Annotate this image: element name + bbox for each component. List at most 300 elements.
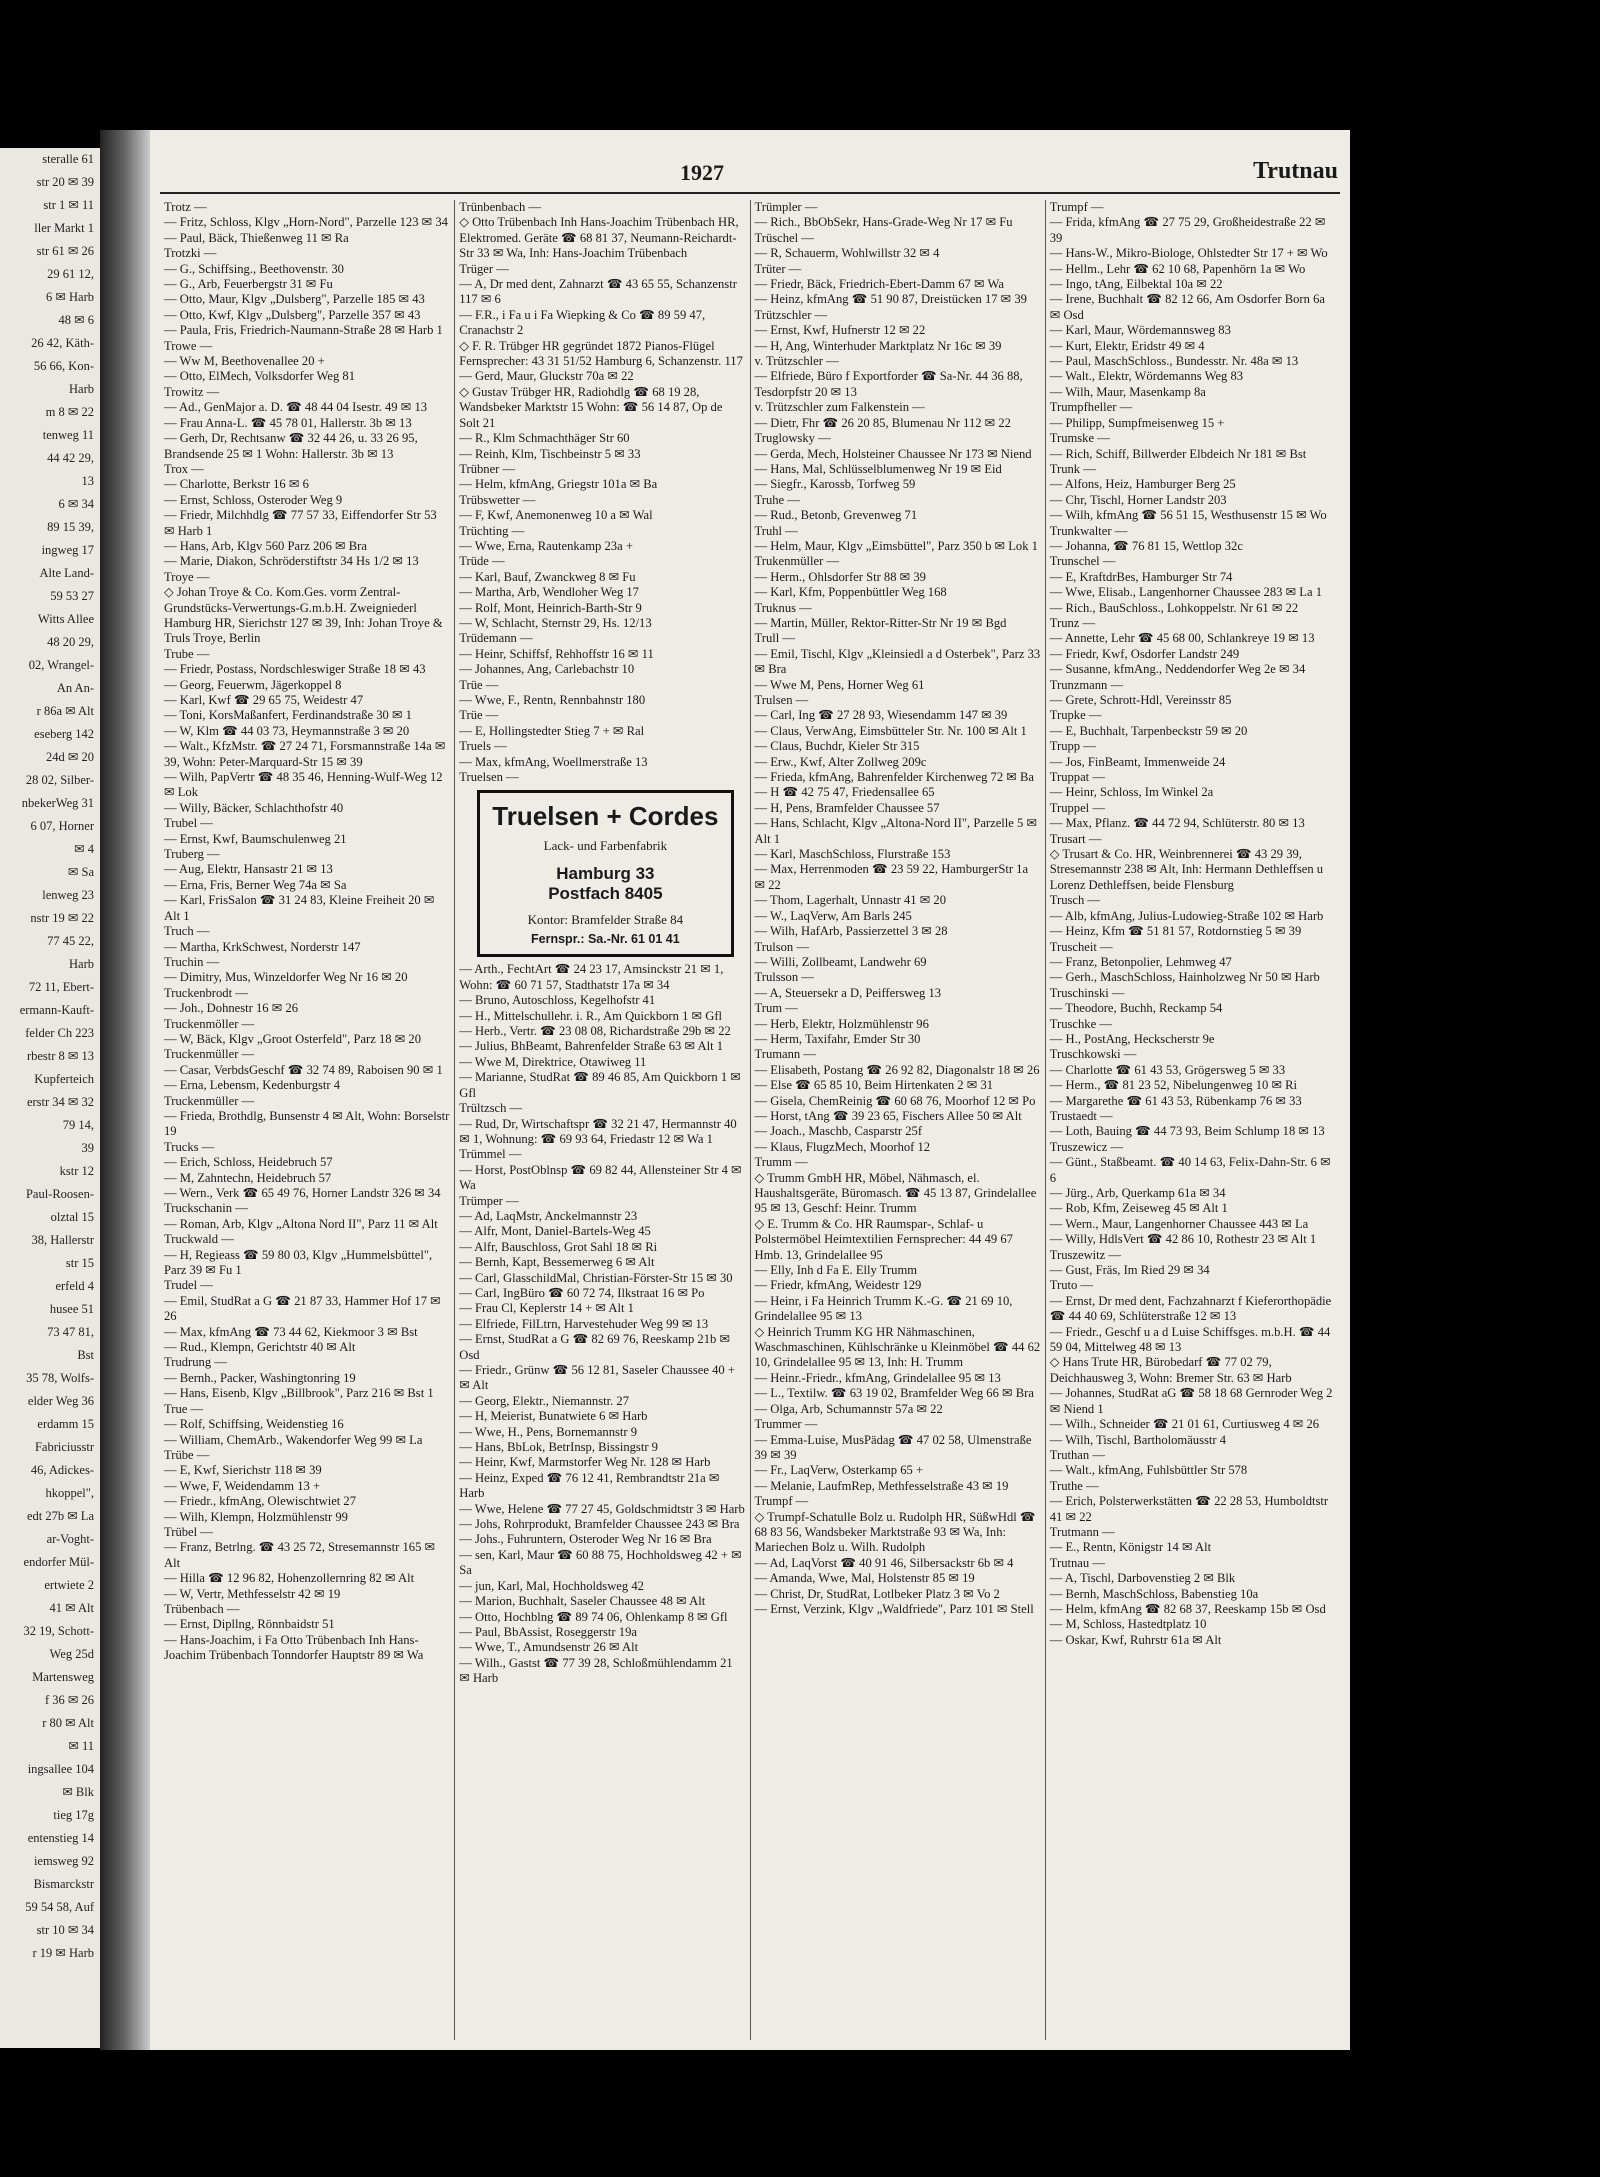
directory-entry: — Paul, MaschSchloss., Bundesstr. Nr. 48a ✉ 13: [1049, 354, 1299, 369]
ad-city: Hamburg 33: [556, 864, 655, 884]
directory-entry: — Bernh, Kapt, Bessemerweg 6 ✉ Alt: [459, 1255, 655, 1270]
directory-entry: — Rud., Klempn, Gerichtstr 40 ✉ Alt: [164, 1340, 356, 1355]
directory-entry: — Heinr, Kwf, Marmstorfer Weg Nr. 128 ✉ Harb: [459, 1455, 711, 1470]
directory-entry: Trudel —: [164, 1278, 213, 1293]
directory-entry: Trum —: [754, 1001, 798, 1016]
directory-entry: Truschke —: [1049, 1016, 1112, 1031]
directory-entry: — Karl, MaschSchloss, Flurstraße 153: [754, 847, 951, 862]
directory-entry: — William, ChemArb., Wakendorfer Weg 99 ✉ La: [164, 1432, 423, 1447]
directory-entry: — Günt., Staßbeamt. ☎ 40 14 63, Felix-Dahn-Str. 6 ✉ 6: [1049, 1155, 1331, 1185]
directory-entry: — Paula, Fris, Friedrich-Naumann-Straße 28 ✉ Harb 1: [164, 323, 443, 338]
directory-entry: — Bernh, MaschSchloss, Babenstieg 10a: [1049, 1586, 1259, 1601]
fragment-line: str 10 ✉ 34: [36, 1923, 94, 1937]
directory-entry: — Karl, Bauf, Zwanckweg 8 ✉ Fu: [459, 569, 636, 584]
directory-entry: — Helm, Maur, Klgv „Eimsbüttel", Parz 350 b ✉ Lok 1: [754, 538, 1038, 553]
directory-entry: — Karl, Kwf ☎ 29 65 75, Weidestr 47: [164, 693, 364, 707]
directory-entry: ◇ Trusart & Co. HR, Weinbrennerei ☎ 43 29 39, Stresemannstr 238 ✉ Alt, Inh: Hermann Dethleffsen u Lorenz Dethleffsen, beide Flensburg: [1049, 847, 1324, 892]
directory-entry: Trümper —: [459, 1193, 519, 1208]
directory-entry: ◇ F. R. Trübger HR gegründet 1872 Pianos-Flügel Fernsprecher: 43 31 51/52 Hamburg 6, Schanzenstr. 117: [459, 338, 743, 369]
directory-entry: — Hans, Arb, Klgv 560 Parz 206 ✉ Bra: [164, 538, 367, 553]
directory-entry: Truhe —: [754, 492, 800, 507]
directory-entry: — Bernh., Packer, Washingtonring 19: [164, 1370, 356, 1385]
directory-entry: — H., Mittelschullehr. i. R., Am Quickborn 1 ✉ Gfl: [459, 1008, 723, 1023]
directory-entry: Trulson —: [754, 939, 809, 954]
directory-entry: — Johs, Rohrprodukt, Bramfelder Chaussee 243 ✉ Bra: [459, 1517, 740, 1532]
directory-entry: Trupp —: [1049, 739, 1096, 754]
directory-entry: Trüger —: [459, 261, 509, 276]
directory-entry: — Alfons, Heiz, Hamburger Berg 25: [1049, 477, 1236, 492]
directory-entry: Truthe —: [1049, 1478, 1099, 1493]
directory-entry: — H, Pens, Bramfelder Chaussee 57: [754, 800, 940, 815]
directory-entry: Trulsson —: [754, 970, 814, 985]
fragment-line: 24d ✉ 20: [46, 750, 94, 764]
directory-entry: — Elfriede, Büro f Exportforder ☎ Sa-Nr. 44 36 88, Tesdorpfstr 20 ✉ 13: [754, 369, 1023, 399]
directory-entry: — Heinz, kfmAng ☎ 51 90 87, Dreistücken 17 ✉ 39: [754, 292, 1027, 307]
directory-entry: — Frau Cl, Keplerstr 14 + ✉ Alt 1: [459, 1301, 634, 1316]
directory-entry: Trucks —: [164, 1139, 215, 1154]
column-4: [1046, 200, 1340, 2040]
directory-entry: Truszewicz —: [1049, 1139, 1124, 1154]
directory-entry: — R., Klm Schmachthäger Str 60: [459, 431, 630, 446]
directory-entry: — Gerh, Dr, Rechtsanw ☎ 32 44 26, u. 33 26 95, Brandsende 25 ✉ 1 Wohn: Hallerstr. 3b ✉ 13: [164, 431, 418, 461]
directory-entry: — Hans-W., Mikro-Biologe, Ohlstedter Str 17 + ✉ Wo: [1049, 246, 1328, 261]
directory-entry: — Erna, Fris, Berner Weg 74a ✉ Sa: [164, 877, 347, 892]
fragment-line: Bismarckstr: [33, 1877, 94, 1891]
directory-entry: Truhl —: [754, 523, 798, 538]
directory-entry: — Horst, tAng ☎ 39 23 65, Fischers Allee 50 ✉ Alt: [754, 1108, 1022, 1123]
directory-entry: Trotz —: [164, 200, 207, 214]
columns: [160, 200, 1340, 2040]
directory-entry: Trummer —: [754, 1417, 818, 1432]
fragment-line: tieg 17g: [53, 1808, 94, 1822]
directory-entry: — A, Dr med dent, Zahnarzt ☎ 43 65 55, Schanzenstr 117 ✉ 6: [459, 277, 737, 307]
directory-entry: — Ernst, Dr med dent, Fachzahnarzt f Kieferorthopädie ☎ 44 40 69, Schlüterstraße 12 ✉ 13: [1049, 1293, 1332, 1324]
column-3: [751, 200, 1046, 2040]
directory-entry: ◇ Heinrich Trumm KG HR Nähmaschinen, Waschmaschinen, Kühlschränke u Kleinmöbel ☎ 44 62 10, Grindelallee 95 ✉ 13, Inh: H. Trumm: [754, 1324, 1041, 1370]
directory-entry: — Willy, Bäcker, Schlachthofstr 40: [164, 800, 344, 815]
directory-entry: — Willy, HdlsVert ☎ 42 86 10, Rothestr 23 ✉ Alt 1: [1049, 1232, 1317, 1247]
directory-entry: — Olga, Arb, Schumannstr 57a ✉ 22: [754, 1401, 943, 1416]
directory-entry: — Friedr., Geschf u a d Luise Schiffsges. m.b.H. ☎ 44 59 04, Mittelweg 48 ✉ 13: [1049, 1324, 1331, 1355]
directory-entry: — jun, Karl, Mal, Hochholdsweg 42: [459, 1578, 644, 1593]
directory-entry: — Elisabeth, Postang ☎ 26 92 82, Diagonalstr 18 ✉ 26: [754, 1062, 1040, 1077]
directory-entry: Truckenmöller —: [164, 1016, 255, 1031]
fragment-line: endorfer Mül-: [23, 1555, 94, 1569]
directory-entry: — Jos, FinBeamt, Immenweide 24: [1049, 754, 1226, 769]
fragment-line: 35 78, Wolfs-: [26, 1371, 94, 1385]
directory-entry: True —: [164, 1401, 204, 1416]
directory-entry: — Rolf, Schiffsing, Weidenstieg 16: [164, 1417, 344, 1432]
directory-entry: — G., Schiffsing., Beethovenstr. 30: [164, 261, 344, 276]
directory-entry: — Wilh., Schneider ☎ 21 01 61, Curtiusweg 4 ✉ 26: [1049, 1417, 1320, 1432]
fragment-line: nbekerWeg 31: [21, 796, 94, 810]
directory-entry: Trübel —: [164, 1524, 213, 1539]
directory-entry: — Wwe M, Direktrice, Otawiweg 11: [459, 1054, 647, 1069]
directory-entry: — Else ☎ 65 85 10, Beim Hirtenkaten 2 ✉ 31: [754, 1078, 994, 1093]
directory-entry: — Herm., Ohlsdorfer Str 88 ✉ 39: [754, 569, 926, 584]
directory-entry: — Arth., FechtArt ☎ 24 23 17, Amsinckstr 21 ✉ 1, Wohn: ☎ 60 71 57, Stadthatstr 17a ✉ 34: [459, 962, 724, 992]
directory-entry: — Joh., Dohnestr 16 ✉ 26: [164, 1001, 299, 1016]
directory-entry: — Friedr, kfmAng, Weidestr 129: [754, 1278, 922, 1293]
directory-entry: — Charlotte, Berkstr 16 ✉ 6: [164, 477, 309, 492]
directory-entry: Trunschel —: [1049, 554, 1116, 569]
fragment-line: erstr 34 ✉ 32: [26, 1095, 94, 1109]
ad-office: Kontor: Bramfelder Straße 84: [527, 912, 684, 928]
directory-entry: — Wern., Verk ☎ 65 49 76, Horner Landstr 326 ✉ 34: [164, 1186, 441, 1200]
directory-entry: — Max, Pflanz. ☎ 44 72 94, Schlüterstr. 80 ✉ 13: [1049, 816, 1305, 831]
fragment-line: Bst: [77, 1348, 94, 1362]
fragment-line: entenstieg 14: [27, 1831, 94, 1845]
directory-entry: — L., Textilw. ☎ 63 19 02, Bramfelder Weg 66 ✉ Bra: [754, 1386, 1034, 1401]
directory-entry: Trümmel —: [459, 1147, 522, 1162]
directory-entry: — Wilh, Maur, Masenkamp 8a: [1049, 384, 1206, 399]
directory-entry: — Erna, Lebensm, Kedenburgstr 4: [164, 1078, 341, 1093]
directory-entry: — Franz, Betrlng. ☎ 43 25 72, Stresemannstr 165 ✉ Alt: [164, 1540, 436, 1570]
directory-entry: — Erw., Kwf, Alter Zollweg 209c: [754, 754, 927, 769]
directory-entry: — Dietr, Fhr ☎ 26 20 85, Blumenau Nr 112 ✉ 22: [754, 415, 1011, 430]
directory-entry: — Rolf, Mont, Heinrich-Barth-Str 9: [459, 600, 642, 615]
directory-entry: — M, Zahntechn, Heidebruch 57: [164, 1170, 332, 1185]
directory-entry: — Wilh, kfmAng ☎ 56 51 15, Westhusenstr 15 ✉ Wo: [1049, 508, 1327, 523]
fragment-line: 6 07, Horner: [30, 819, 94, 833]
directory-entry: — Johanna, ☎ 76 81 15, Wettlop 32c: [1049, 538, 1243, 553]
directory-entry: — Friedr, Kwf, Osdorfer Landstr 249: [1049, 646, 1240, 661]
directory-entry: Truppat —: [1049, 770, 1105, 785]
directory-entry: — Marianne, StudRat ☎ 89 46 85, Am Quickborn 1 ✉ Gfl: [459, 1070, 741, 1100]
directory-entry: — W, Schlacht, Sternstr 29, Hs. 12/13: [459, 615, 652, 630]
directory-entry: — Johannes, StudRat aG ☎ 58 18 68 Gernroder Weg 2 ✉ Niend 1: [1049, 1386, 1333, 1416]
directory-entry: Truckenmüller —: [164, 1093, 255, 1108]
directory-entry: Trowe —: [164, 338, 213, 353]
directory-entry: — Loth, Bauing ☎ 44 73 93, Beim Schlump 18 ✉ 13: [1049, 1124, 1325, 1139]
directory-entry: — Amanda, Wwe, Mal, Holstenstr 85 ✉ 19: [754, 1571, 975, 1586]
directory-entry: — Carl, GlasschildMal, Christian-Förster-Str 15 ✉ 30: [459, 1270, 733, 1285]
fragment-line: 56 66, Kon-: [33, 359, 94, 373]
directory-entry: — Marie, Diakon, Schröderstiftstr 34 Hs 1/2 ✉ 13: [164, 554, 419, 569]
fragment-line: ✉ Blk: [62, 1785, 94, 1799]
directory-entry: Truchin —: [164, 954, 220, 969]
fragment-line: hkoppel",: [45, 1486, 94, 1500]
directory-entry: — Otto, ElMech, Volksdorfer Weg 81: [164, 369, 356, 384]
directory-entry: — Friedr., Grünw ☎ 56 12 81, Saseler Chaussee 40 + ✉ Alt: [459, 1363, 735, 1393]
fragment-line: Martensweg: [32, 1670, 94, 1684]
directory-entry: Truckenmüller —: [164, 1047, 255, 1062]
directory-entry: Truckschanin —: [164, 1201, 248, 1216]
directory-entry: — Rich., BauSchloss., Lohkoppelstr. Nr 61 ✉ 22: [1049, 600, 1299, 615]
directory-entry: Trümpler —: [754, 200, 818, 214]
fragment-line: felder Ch 223: [25, 1026, 94, 1040]
directory-entry: — Gerd, Maur, Gluckstr 70a ✉ 22: [459, 369, 634, 384]
directory-entry: — Hans, Mal, Schlüsselblumenweg Nr 19 ✉ Eid: [754, 461, 1002, 476]
directory-entry: — Hans, BbLok, BetrInsp, Bissingstr 9: [459, 1440, 658, 1455]
directory-entry: Trumske —: [1049, 431, 1110, 446]
directory-entry: — Ad., GenMajor a. D. ☎ 48 44 04 Isestr. 49 ✉ 13: [164, 400, 428, 415]
directory-entry: Trube —: [164, 646, 210, 661]
directory-entry: — F, Kwf, Anemonenweg 10 a ✉ Wal: [459, 508, 653, 523]
directory-entry: Truels —: [459, 739, 507, 754]
directory-entry: — H, Regieass ☎ 59 80 03, Klgv „Hummelsbüttel", Parz 39 ✉ Fu 1: [164, 1247, 433, 1278]
fragment-line: 32 19, Schott-: [23, 1624, 94, 1638]
fragment-line: nstr 19 ✉ 22: [30, 911, 94, 925]
directory-entry: v. Trützschler —: [754, 354, 839, 369]
directory-entry: Truelsen —: [459, 770, 519, 785]
fragment-line: ✉ 4: [74, 842, 94, 856]
directory-entry: Truch —: [164, 924, 210, 939]
ad-title: Truelsen + Cordes: [492, 801, 719, 832]
fragment-line: edt 27b ✉ La: [26, 1509, 94, 1523]
fragment-line: 26 42, Käth-: [31, 336, 94, 350]
directory-entry: — Horst, PostOblnsp ☎ 69 82 44, Allensteiner Str 4 ✉ Wa: [459, 1162, 742, 1193]
directory-entry: — Wern., Maur, Langenhorner Chaussee 443 ✉ La: [1049, 1216, 1309, 1231]
directory-entry: Trübenbach —: [164, 1601, 240, 1616]
directory-entry: — Johs., Fuhruntern, Osteroder Weg Nr 16 ✉ Bra: [459, 1532, 712, 1547]
directory-entry: Trupke —: [1049, 708, 1102, 723]
directory-entry: — Bruno, Autoschloss, Kegelhofstr 41: [459, 993, 656, 1008]
directory-entry: Trübe —: [164, 1447, 210, 1462]
directory-entry: — Carl, IngBüro ☎ 60 72 74, Ilkstraat 16 ✉ Po: [459, 1285, 705, 1300]
directory-entry: — Claus, VerwAng, Eimsbütteler Str. Nr. 100 ✉ Alt 1: [754, 723, 1027, 738]
directory-entry: — Max, kfmAng ☎ 73 44 62, Kiekmoor 3 ✉ Bst: [164, 1324, 418, 1339]
directory-entry: — Ad, LaqMstr, Anckelmannstr 23: [459, 1208, 638, 1223]
directory-entry: — Martha, KrkSchwest, Norderstr 147: [164, 939, 361, 954]
directory-entry: — Friedr, Postass, Nordschleswiger Straße 18 ✉ 43: [164, 662, 426, 677]
directory-entry: — Gerh., MaschSchloss, Hainholzweg Nr 50 ✉ Harb: [1049, 970, 1320, 985]
directory-entry: Trützschler —: [754, 307, 828, 322]
page-header: [150, 130, 1350, 190]
header-rule: [160, 192, 1340, 194]
directory-entry: — Heinr, Schloss, Im Winkel 2a: [1049, 785, 1214, 800]
directory-entry: Trull —: [754, 631, 795, 646]
directory-entry: Trüe —: [459, 677, 499, 692]
directory-entry: — F.R., i Fa u i Fa Wiepking & Co ☎ 89 59 47, Cranachstr 2: [459, 307, 706, 338]
fragment-line: 79 14,: [62, 1118, 94, 1132]
directory-entry: — Claus, Buchdr, Kieler Str 315: [754, 739, 920, 754]
directory-entry: — Helm, kfmAng ☎ 82 68 37, Reeskamp 15b ✉ Osd: [1049, 1601, 1326, 1616]
fragment-line: 38, Hallerstr: [31, 1233, 94, 1247]
directory-entry: — Siegfr., Karossb, Torfweg 59: [754, 477, 916, 492]
directory-entry: — Georg, Elektr., Niemannstr. 27: [459, 1393, 630, 1408]
directory-entry: — Emil, StudRat a G ☎ 21 87 33, Hammer Hof 17 ✉ 26: [164, 1293, 441, 1324]
directory-entry: — Karl, Maur, Wördemannsweg 83: [1049, 323, 1231, 338]
directory-entry: — Rob, Kfm, Zeiseweg 45 ✉ Alt 1: [1049, 1201, 1228, 1216]
directory-entry: — Irene, Buchhalt ☎ 82 12 66, Am Osdorfer Born 6a ✉ Osd: [1049, 292, 1325, 322]
directory-entry: — Friedr, Milchhdlg ☎ 77 57 33, Eiffendorfer Str 53 ✉ Harb 1: [164, 508, 437, 538]
page-number: 1927: [680, 160, 724, 185]
fragment-line: 41 ✉ Alt: [49, 1601, 94, 1615]
directory-entry: — Rud, Dr, Wirtschaftspr ☎ 32 21 47, Hermannstr 40 ✉ 1, Wohnung: ☎ 69 93 64, Friedastr 12 ✉ Wa 1: [459, 1116, 737, 1146]
directory-entry: — Johannes, Ang, Carlebachstr 10: [459, 662, 635, 677]
directory-entry: Trunk —: [1049, 461, 1096, 476]
directory-entry: — Otto, Maur, Klgv „Dulsberg", Parzelle 185 ✉ 43: [164, 292, 425, 307]
fragment-line: ertwiete 2: [44, 1578, 94, 1592]
directory-entry: Trumpfheller —: [1049, 400, 1133, 415]
directory-entry: — Otto, Kwf, Klgv „Dulsberg", Parzelle 357 ✉ 43: [164, 307, 421, 322]
directory-entry: — Jürg., Arb, Querkamp 61a ✉ 34: [1049, 1186, 1226, 1200]
directory-entry: — Herb, Elektr, Holzmühlenstr 96: [754, 1016, 929, 1031]
directory-entry: — Wilh, Tischl, Bartholomäusstr 4: [1049, 1432, 1227, 1447]
directory-entry: ◇ Hans Trute HR, Bürobedarf ☎ 77 02 79, Deichhausweg 3, Wohn: Bremer Str. 63 ✉ Harb: [1049, 1355, 1292, 1385]
directory-entry: — Roman, Arb, Klgv „Altona Nord II", Parz 11 ✉ Alt: [164, 1216, 438, 1231]
fragment-line: steralle 61: [42, 152, 94, 166]
directory-entry: — Max, Herrenmoden ☎ 23 59 22, HamburgerStr 1a ✉ 22: [754, 862, 1029, 892]
directory-entry: — G., Arb, Feuerbergstr 31 ✉ Fu: [164, 277, 333, 292]
directory-entry: ◇ Trumm GmbH HR, Möbel, Nähmasch, el. Haushaltsgeräte, Büromasch. ☎ 45 13 87, Grindelallee 95 ✉ 13, Geschf: Heinr. Trumm: [754, 1170, 1037, 1216]
directory-entry: — Theodore, Buchh, Reckamp 54: [1049, 1001, 1223, 1016]
fragment-line: Fabriciusstr: [34, 1440, 94, 1454]
directory-entry: — Paul, Bäck, Thießenweg 11 ✉ Ra: [164, 230, 349, 245]
directory-entry: — Heinr.-Friedr., kfmAng, Grindelallee 95 ✉ 13: [754, 1370, 1001, 1385]
fragment-line: rbestr 8 ✉ 13: [26, 1049, 94, 1063]
directory-entry: — H, Ang, Winterhuder Marktplatz Nr 16c ✉ 39: [754, 338, 1002, 353]
directory-entry: Trültzsch —: [459, 1101, 523, 1116]
directory-entry: — Wwe, F, Weidendamm 13 +: [164, 1478, 321, 1493]
fragment-line: 46, Adickes-: [30, 1463, 94, 1477]
directory-entry: Trusart —: [1049, 831, 1102, 846]
fragment-line: 39: [81, 1141, 94, 1155]
directory-entry: — Hans-Joachim, i Fa Otto Trübenbach Inh Hans-Joachim Trübenbach Tonndorfer Hauptstr 89 ✉ Wa: [164, 1632, 424, 1663]
directory-entry: Trübswetter —: [459, 492, 536, 507]
column-2: [455, 200, 750, 2040]
directory-entry: — Margarethe ☎ 61 43 53, Rübenkamp 76 ✉ 33: [1049, 1093, 1302, 1108]
directory-entry: — Martha, Arb, Wendloher Weg 17: [459, 585, 639, 600]
directory-entry: Trubel —: [164, 816, 213, 831]
directory-page: [150, 130, 1350, 2050]
fragment-line: Harb: [69, 957, 94, 971]
fragment-line: Kupferteich: [34, 1072, 94, 1086]
fragment-line: kstr 12: [59, 1164, 94, 1178]
directory-entry: ◇ Gustav Trübger HR, Radiohdlg ☎ 68 19 28, Wandsbeker Marktstr 15 Wohn: ☎ 56 14 87, Op de Solt 21: [459, 384, 723, 430]
directory-entry: — Emil, Tischl, Klgv „Kleinsiedl a d Osterbek", Parz 33 ✉ Bra: [754, 646, 1041, 677]
directory-entry: — Ernst, StudRat a G ☎ 82 69 76, Reeskamp 21b ✉ Osd: [459, 1332, 730, 1362]
directory-entry: v. Trützschler zum Falkenstein —: [754, 400, 925, 415]
directory-entry: Trünbenbach —: [459, 200, 541, 214]
directory-entry: Trüde —: [459, 554, 505, 569]
fragment-line: husee 51: [49, 1302, 94, 1316]
directory-entry: — Herm, Taxifahr, Emder Str 30: [754, 1031, 921, 1046]
directory-entry: Trunkwalter —: [1049, 523, 1128, 538]
directory-entry: Trutnau —: [1049, 1555, 1105, 1570]
directory-entry: — Chr, Tischl, Horner Landstr 203: [1049, 492, 1227, 507]
directory-entry: — Martin, Müller, Rektor-Ritter-Str Nr 19 ✉ Bgd: [754, 615, 1007, 630]
directory-entry: — Wwe, Helene ☎ 77 27 45, Goldschmidtstr 3 ✉ Harb: [459, 1501, 745, 1516]
directory-entry: — Ernst, Kwf, Baumschulenweg 21: [164, 831, 347, 846]
directory-entry: — Ernst, Kwf, Hufnerstr 12 ✉ 22: [754, 323, 926, 338]
fragment-line: Alte Land-: [39, 566, 94, 580]
directory-entry: — Wilh, PapVertr ☎ 48 35 46, Henning-Wulf-Weg 12 ✉ Lok: [164, 770, 443, 800]
directory-entry: Trüchting —: [459, 523, 525, 538]
fragment-line: 6 ✉ Harb: [46, 290, 94, 304]
directory-entry: — Wilh., Gastst ☎ 77 39 28, Schloßmühlendamm 21 ✉ Harb: [459, 1655, 733, 1686]
directory-entry: — A, Tischl, Darbovenstieg 2 ✉ Blk: [1049, 1571, 1236, 1586]
directory-entry: — Max, kfmAng, Woellmerstraße 13: [459, 754, 648, 769]
directory-entry: — Elfriede, FilLtrn, Harvestehuder Weg 99 ✉ 13: [459, 1316, 709, 1331]
directory-entry: — Karl, Kfm, Poppenbüttler Weg 168: [754, 585, 947, 600]
fragment-line: str 20 ✉ 39: [36, 175, 94, 189]
fragment-line: 29 61 12,: [47, 267, 94, 281]
directory-entry: — Alb, kfmAng, Julius-Ludowieg-Straße 102 ✉ Harb: [1049, 908, 1324, 923]
fragment-line: 13: [81, 474, 94, 488]
directory-entry: — Thom, Lagerhalt, Unnastr 41 ✉ 20: [754, 893, 946, 908]
directory-entry: — Friedr, Bäck, Friedrich-Ebert-Damm 67 ✉ Wa: [754, 277, 1004, 292]
directory-entry: Trotzki —: [164, 246, 217, 261]
directory-entry: Trüter —: [754, 261, 802, 276]
directory-entry: ◇ E. Trumm & Co. HR Raumspar-, Schlaf- u Polstermöbel Heimtextilien Fernsprecher: 44 49 67 Hmb. 13, Grindelallee 95: [754, 1216, 1013, 1262]
directory-entry: Trumpf —: [754, 1494, 809, 1509]
directory-entry: — Frieda, Brothdlg, Bunsenstr 4 ✉ Alt, Wohn: Borselstr 19: [164, 1108, 450, 1139]
directory-entry: — W, Bäck, Klgv „Groot Osterfeld", Parz 18 ✉ 20: [164, 1031, 422, 1046]
directory-entry: Truppel —: [1049, 800, 1105, 815]
directory-entry: — Rud., Betonb, Grevenweg 71: [754, 508, 918, 523]
directory-entry: — Walt., Elektr, Wördemanns Weg 83: [1049, 369, 1244, 384]
directory-entry: Trunzmann —: [1049, 677, 1124, 692]
directory-entry: — Marion, Buchhalt, Saseler Chaussee 48 ✉ Alt: [459, 1594, 706, 1609]
directory-entry: — Philipp, Sumpfmeisenweg 15 +: [1049, 415, 1225, 430]
directory-entry: — Klaus, FlugzMech, Moorhof 12: [754, 1139, 931, 1154]
ad-subtitle: Lack- und Farbenfabrik: [543, 838, 668, 854]
directory-entry: — Wilh, HafArb, Passierzettel 3 ✉ 28: [754, 924, 948, 939]
directory-entry: ◇ Otto Trübenbach Inh Hans-Joachim Trübenbach HR, Elektromed. Geräte ☎ 68 81 37, Neumann-Reichardt-Str 33 ✉ Wa, Inh: Hans-Joachim Trübenbach: [459, 215, 739, 261]
directory-entry: — Ernst, Verzink, Klgv „Waldfriede", Parz 101 ✉ Stell: [754, 1601, 1034, 1616]
directory-entry: Troye —: [164, 569, 210, 584]
directory-entry: — Erich, Schloss, Heidebruch 57: [164, 1155, 333, 1170]
directory-entry: — Aug, Elektr, Hansastr 21 ✉ 13: [164, 862, 333, 877]
fragment-line: 28 02, Silber-: [25, 773, 94, 787]
fragment-line: olztal 15: [50, 1210, 94, 1224]
fragment-line: Harb: [69, 382, 94, 396]
directory-entry: — E, Buchhalt, Tarpenbeckstr 59 ✉ 20: [1049, 723, 1248, 738]
directory-entry: — Wwe, F., Rentn, Rennbahnstr 180: [459, 693, 646, 707]
fragment-line: ✉ Sa: [67, 865, 94, 879]
directory-entry: — H, Meierist, Bunatwiete 6 ✉ Harb: [459, 1409, 648, 1424]
directory-entry: — Wwe, Elisab., Langenhorner Chaussee 283 ✉ La 1: [1049, 585, 1323, 600]
directory-entry: — Wilh, Klempn, Holzmühlenstr 99: [164, 1509, 348, 1524]
directory-entry: — Susanne, kfmAng., Neddendorfer Weg 2e ✉ 34: [1049, 662, 1306, 677]
fragment-line: erdamm 15: [37, 1417, 94, 1431]
fragment-line: Weg 25d: [49, 1647, 94, 1661]
directory-entry: ◇ Trumpf-Schatulle Bolz u. Rudolph HR, SüßwHdl ☎ 68 83 56, Wandsbeker Marktstraße 93 ✉ Wa, Inh: Mariechen Bolz u. Wilh. Rudolph: [754, 1509, 1036, 1555]
directory-entry: Truto —: [1049, 1278, 1094, 1293]
directory-entry: Trumann —: [754, 1047, 816, 1062]
directory-entry: — Wwe M, Pens, Horner Weg 61: [754, 677, 925, 692]
directory-entry: — Wwe, T., Amundsenstr 26 ✉ Alt: [459, 1640, 639, 1655]
fragment-line: ingsallee 104: [27, 1762, 94, 1776]
column-1: [160, 200, 455, 2040]
directory-entry: — Frieda, kfmAng, Bahrenfelder Kirchenweg 72 ✉ Ba: [754, 770, 1034, 785]
directory-entry: — Fritz, Schloss, Klgv „Horn-Nord", Parzelle 123 ✉ 34: [164, 215, 448, 230]
ad-po-box: Postfach 8405: [548, 884, 663, 904]
directory-entry: — Willi, Zollbeamt, Landwehr 69: [754, 954, 927, 969]
directory-entry: Trukenmüller —: [754, 554, 840, 569]
directory-entry: — Reinh, Klm, Tischbeinstr 5 ✉ 33: [459, 446, 641, 461]
running-head: Trutnau: [1253, 158, 1338, 184]
directory-entry: — Julius, BhBeamt, Bahrenfelder Straße 63 ✉ Alt 1: [459, 1039, 724, 1054]
fragment-line: eseberg 142: [34, 727, 94, 741]
directory-entry: — Christ, Dr, StudRat, Lotlbeker Platz 3 ✉ Vo 2: [754, 1586, 1000, 1601]
directory-entry: Truscheit —: [1049, 939, 1113, 954]
directory-entry: Trüschel —: [754, 230, 814, 245]
directory-entry: — Herm., ☎ 81 23 52, Nibelungenweg 10 ✉ Ri: [1049, 1078, 1298, 1093]
fragment-line: ar-Voght-: [46, 1532, 94, 1546]
directory-entry: — E, Hollingstedter Stieg 7 + ✉ Ral: [459, 723, 645, 738]
fragment-line: str 1 ✉ 11: [43, 198, 94, 212]
directory-entry: — Erich, Polsterwerkstätten ☎ 22 28 53, Humboldtstr 41 ✉ 22: [1049, 1494, 1329, 1524]
directory-entry: Trustaedt —: [1049, 1108, 1113, 1123]
directory-entry: Trox —: [164, 461, 204, 476]
directory-entry: — E., Rentn, Königstr 14 ✉ Alt: [1049, 1540, 1212, 1555]
directory-entry: — Emma-Luise, MusPädag ☎ 47 02 58, Ulmenstraße 39 ✉ 39: [754, 1432, 1032, 1462]
directory-entry: — Casar, VerbdsGeschf ☎ 32 74 89, Raboisen 90 ✉ 1: [164, 1062, 443, 1077]
fragment-line: lenweg 23: [42, 888, 94, 902]
